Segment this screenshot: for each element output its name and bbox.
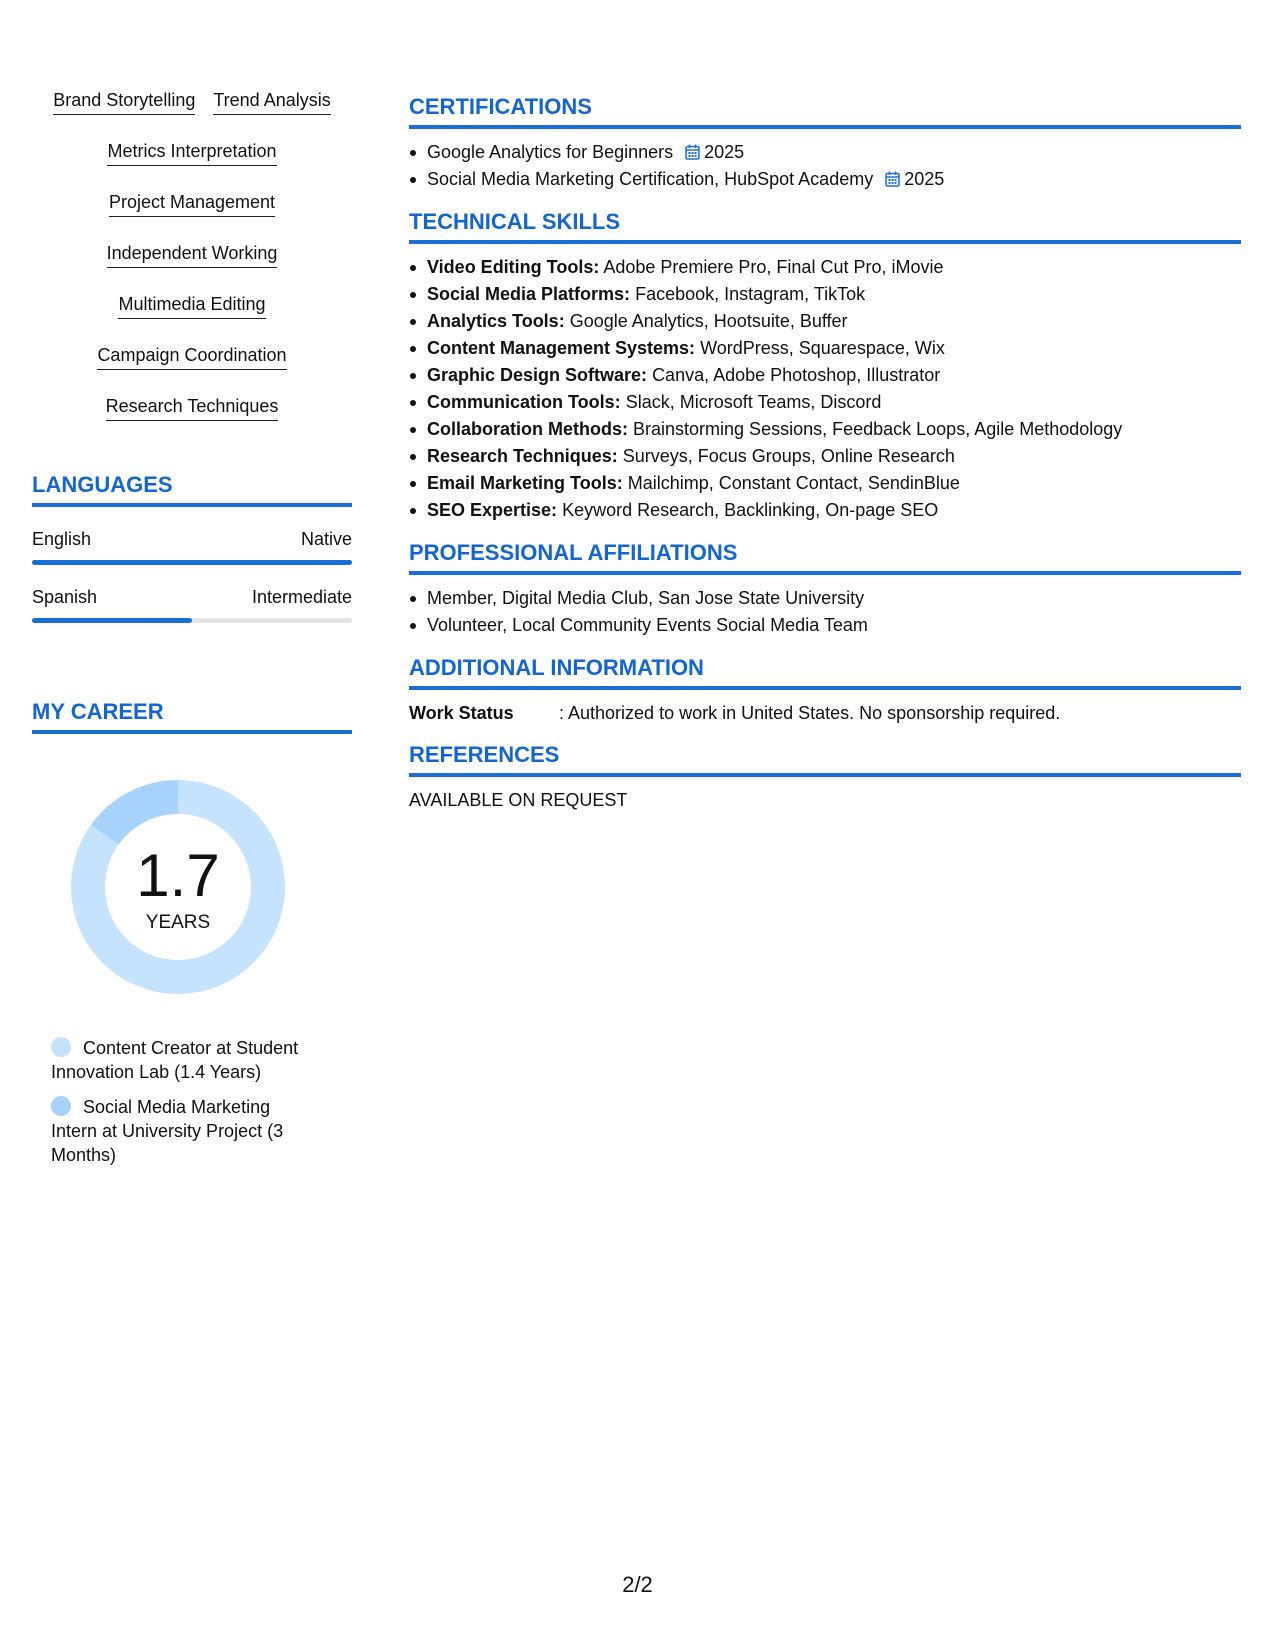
references-heading: REFERENCES [409,742,1241,777]
technical-skill-item [409,254,1241,281]
skill-values: Adobe Premiere Pro, Final Cut Pro, iMovie [603,257,944,277]
work-status-label: Work Status [409,703,514,723]
right-column [409,94,1241,813]
skill-values: Canva, Adobe Photoshop, Illustrator [652,365,941,385]
affiliations-heading: PROFESSIONAL AFFILIATIONS [409,540,1241,575]
page-number: 2/2 [622,1572,653,1597]
career-total-unit: YEARS [145,912,211,933]
language-proficiency-fill [32,618,192,623]
career-donut-chart [65,774,291,1000]
certification-year: 2025 [704,142,745,162]
additional-info-section [409,655,1241,726]
language-entry [32,585,352,623]
certification-name: Google Analytics for Beginners [427,142,674,162]
career-total-value: 1.7 [136,842,220,909]
work-status-value: : Authorized to work in United States. No sponsorship required. [559,703,1061,723]
technical-skill-item [409,497,1241,524]
certifications-heading: CERTIFICATIONS [409,94,1241,129]
affiliation-item: Volunteer, Local Community Events Social Media Team [409,612,1241,639]
calendar-icon [685,144,700,160]
skill-tag: Multimedia Editing [118,282,265,319]
language-name: Spanish [32,587,98,607]
calendar-icon [885,171,900,187]
skill-values: Surveys, Focus Groups, Online Research [622,446,955,466]
skill-category: Email Marketing Tools: [427,473,623,493]
additional-info-heading: ADDITIONAL INFORMATION [409,655,1241,690]
skill-tag: Independent Working [107,231,278,268]
career-heading: MY CAREER [32,699,352,734]
career-legend [32,1036,312,1167]
skill-values: Google Analytics, Hootsuite, Buffer [569,311,848,331]
languages-heading: LANGUAGES [32,472,352,507]
skill-category: Analytics Tools: [427,311,565,331]
skill-tag: Project Management [109,180,275,217]
skill-values: Keyword Research, Backlinking, On-page SEO [562,500,939,520]
skill-values: Mailchimp, Constant Contact, SendinBlue [627,473,960,493]
legend-label: Content Creator at Student Innovation Lab (1.4 Years) [51,1038,299,1082]
technical-skill-item [409,281,1241,308]
technical-skill-item [409,362,1241,389]
technical-skills-section [409,209,1241,524]
skill-category: Social Media Platforms: [427,284,631,304]
skill-tag: Campaign Coordination [97,333,286,370]
references-text: AVAILABLE ON REQUEST [409,790,628,810]
certification-item [409,139,1241,166]
skill-tag: Trend Analysis [213,78,330,115]
skill-tag: Research Techniques [106,384,279,421]
skill-tag: Metrics Interpretation [107,129,276,166]
technical-skill-item [409,335,1241,362]
skill-category: Communication Tools: [427,392,621,412]
legend-label: Social Media Marketing Intern at University Project (3 Months) [51,1097,284,1165]
language-entry [32,527,352,565]
skill-category: Graphic Design Software: [427,365,648,385]
skill-category: Video Editing Tools: [427,257,600,277]
technical-skill-item [409,389,1241,416]
skill-values: WordPress, Squarespace, Wix [700,338,945,358]
technical-skill-item [409,416,1241,443]
legend-dot [51,1037,71,1057]
skill-values: Slack, Microsoft Teams, Discord [625,392,882,412]
skill-category: Collaboration Methods: [427,419,628,439]
language-level: Intermediate [251,587,352,607]
skill-values: Brainstorming Sessions, Feedback Loops, Agile Methodology [633,419,1123,439]
technical-skill-item [409,308,1241,335]
references-section [409,742,1241,813]
language-proficiency-bar [32,560,352,565]
affiliations-section [409,540,1241,639]
certification-item [409,166,1241,193]
language-name: English [32,529,92,549]
skill-tag: Brand Storytelling [53,78,195,115]
affiliation-item: Member, Digital Media Club, San Jose State University [409,585,1241,612]
certification-name: Social Media Marketing Certification, HubSpot Academy [427,169,874,189]
technical-skills-heading: TECHNICAL SKILLS [409,209,1241,244]
legend-item [51,1036,312,1084]
legend-item [51,1095,312,1167]
certification-year: 2025 [904,169,945,189]
technical-skill-item [409,470,1241,497]
skill-category: SEO Expertise: [427,500,558,520]
language-proficiency-bar [32,618,352,623]
skill-values: Facebook, Instagram, TikTok [635,284,866,304]
language-proficiency-fill [32,560,352,565]
skill-category: Research Techniques: [427,446,618,466]
certifications-section [409,94,1241,193]
skills-tag-cloud [32,78,352,435]
left-column [32,78,352,1178]
technical-skill-item [409,443,1241,470]
skill-category: Content Management Systems: [427,338,696,358]
legend-dot [51,1096,71,1116]
language-level: Native [300,529,352,549]
